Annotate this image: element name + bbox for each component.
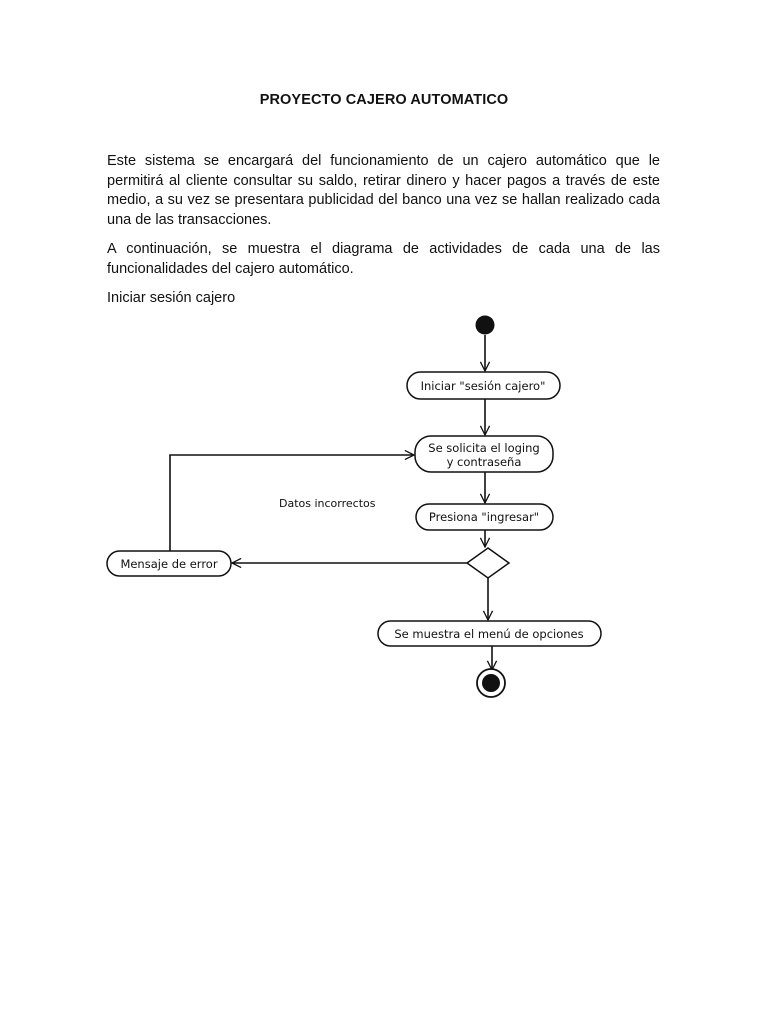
activity-request-login-label-line1: Se solicita el loging — [428, 441, 540, 455]
activity-press-enter-label: Presiona "ingresar" — [428, 510, 540, 524]
activity-request-login-label-line2: y contraseña — [446, 455, 522, 469]
intro-paragraph: Este sistema se encargará del funcionamiento de un cajero automático que le permitirá al cliente consultar su saldo, retirar dinero y hacer pagos a través de este medio, a su vez se presentara publicidad del banco una vez se hallan realizado cada una de las transacciones. — [107, 153, 660, 228]
activity-start-session-label: Iniciar "sesión cajero" — [420, 379, 546, 393]
guard-label: Datos incorrectos — [279, 497, 376, 510]
initial-node — [476, 316, 495, 335]
activity-request-login — [415, 436, 553, 472]
decision-node — [467, 548, 509, 578]
activity-show-menu-label: Se muestra el menú de opciones — [394, 627, 584, 641]
activity-show-menu — [378, 621, 601, 646]
activity-start-session — [407, 372, 560, 399]
section-heading: Iniciar sesión cajero — [107, 290, 236, 306]
activity-error-message-label: Mensaje de error — [120, 557, 218, 571]
document-title: PROYECTO CAJERO AUTOMATICO — [259, 92, 509, 108]
activity-press-enter — [416, 504, 553, 530]
activity-error-message — [107, 551, 231, 576]
final-node — [477, 669, 505, 697]
diagram-intro-paragraph: A continuación, se muestra el diagrama de actividades de cada una de las funcionalidades del cajero automático. — [107, 241, 660, 277]
